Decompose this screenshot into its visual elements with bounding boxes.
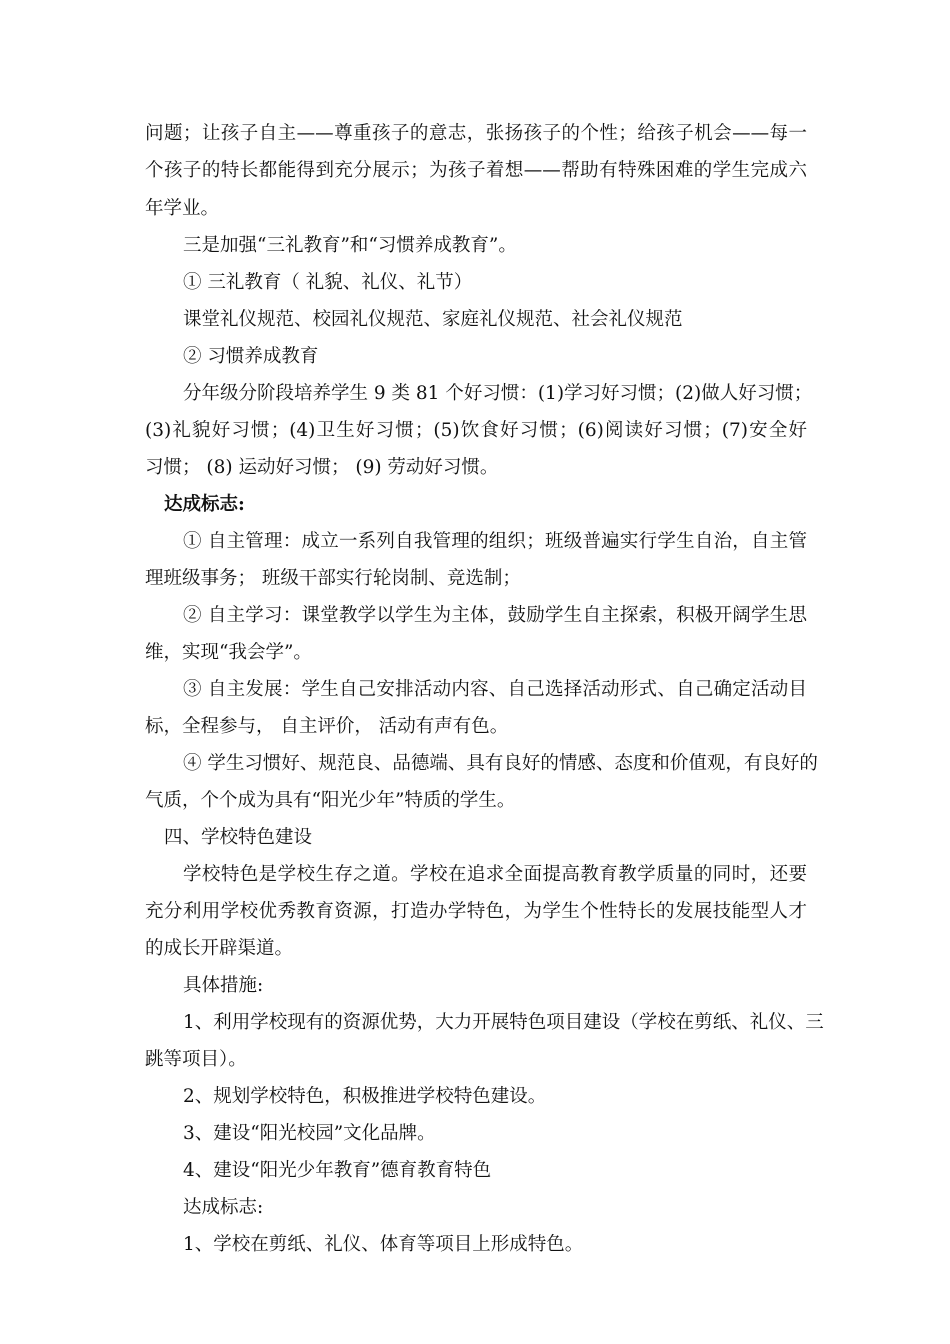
list-item: ① 自主管理：成立一系列自我管理的组织；班级普遍实行学生自治，自主管 <box>183 531 807 552</box>
paragraph-line: 标，全程参与， 自主评价， 活动有声有色。 <box>145 716 509 737</box>
list-item: 4、建设“阳光少年教育”德育教育特色 <box>183 1160 492 1181</box>
list-item: 1、学校在剪纸、礼仪、体育等项目上形成特色。 <box>183 1234 584 1255</box>
list-item: 1、利用学校现有的资源优势，大力开展特色项目建设（学校在剪纸、礼仪、三 <box>183 1012 824 1033</box>
subheading: 具体措施: <box>183 975 264 996</box>
paragraph-line: 充分利用学校优秀教育资源，打造办学特色，为学生个性特长的发展技能型人才 <box>145 901 807 922</box>
paragraph-line: 问题；让孩子自主——尊重孩子的意志，张扬孩子的个性；给孩子机会——每一 <box>145 123 807 144</box>
list-item: ④ 学生习惯好、规范良、品德端、具有良好的情感、态度和价值观，有良好的 <box>183 753 818 774</box>
subheading: 达成标志: <box>164 494 245 515</box>
list-item: ② 自主学习：课堂教学以学生为主体，鼓励学生自主探索，积极开阔学生思 <box>183 605 807 626</box>
section-heading: 四、学校特色建设 <box>164 827 313 848</box>
paragraph-line: 习惯； (8) 运动好习惯； (9) 劳动好习惯。 <box>145 457 499 478</box>
list-item: 2、规划学校特色，积极推进学校特色建设。 <box>183 1086 547 1107</box>
paragraph-line: 分年级分阶段培养学生 9 类 81 个好习惯：(1)学习好习惯；(2)做人好习惯； <box>183 383 813 404</box>
list-item: 3、建设“阳光校园”文化品牌。 <box>183 1123 436 1144</box>
paragraph-line: 年学业。 <box>145 198 220 219</box>
list-item: ① 三礼教育（ 礼貌、礼仪、礼节） <box>183 272 473 293</box>
subheading: 达成标志: <box>183 1197 264 1218</box>
paragraph-line: 的成长开辟渠道。 <box>145 938 294 959</box>
paragraph-line: 个孩子的特长都能得到充分展示；为孩子着想——帮助有特殊困难的学生完成六 <box>145 160 807 181</box>
paragraph-line: 气质，个个成为具有“阳光少年”特质的学生。 <box>145 790 516 811</box>
paragraph-line: 维，实现“我会学”。 <box>145 642 312 663</box>
paragraph-line: (3)礼貌好习惯；(4)卫生好习惯；(5)饮食好习惯；(6)阅读好习惯；(7)安全好 <box>145 420 807 441</box>
paragraph-line: 跳等项目）。 <box>145 1049 247 1070</box>
paragraph-line: 课堂礼仪规范、校园礼仪规范、家庭礼仪规范、社会礼仪规范 <box>183 309 683 330</box>
paragraph-line: 学校特色是学校生存之道。学校在追求全面提高教育教学质量的同时，还要 <box>183 864 807 885</box>
list-item: ③ 自主发展：学生自己安排活动内容、自己选择活动形式、自己确定活动目 <box>183 679 807 700</box>
section-heading: 三是加强“三礼教育”和“习惯养成教育”。 <box>183 235 517 256</box>
list-item: ② 习惯养成教育 <box>183 346 319 367</box>
paragraph-line: 理班级事务； 班级干部实行轮岗制、竞选制； <box>145 568 521 589</box>
